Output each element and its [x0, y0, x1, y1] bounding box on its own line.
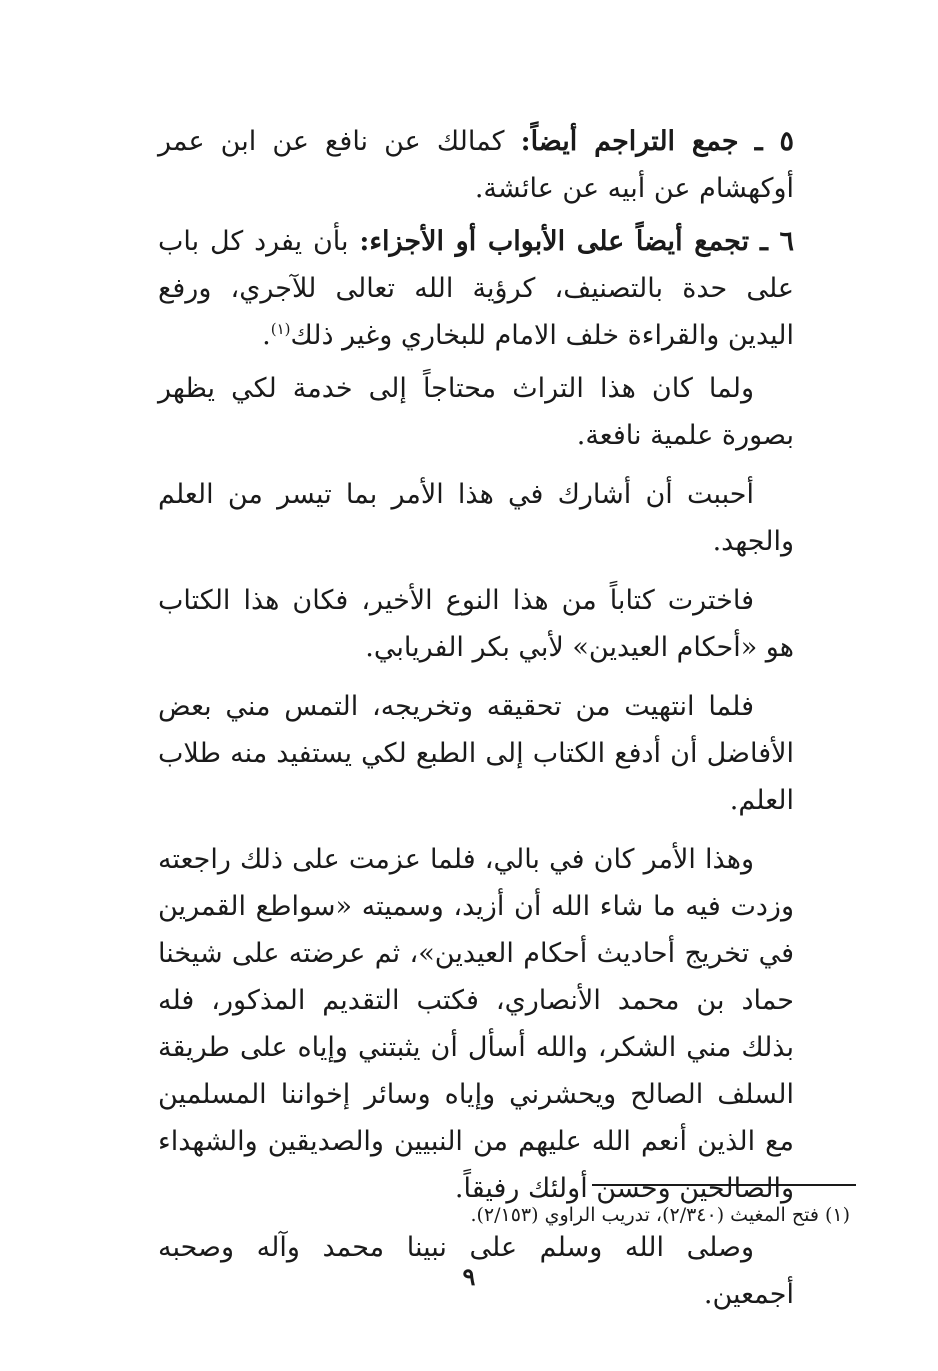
paragraph: فاخترت كتاباً من هذا النوع الأخير، فكان هذا الكتاب هو «أحكام العيدين» لأبي بكر الفريابي. — [158, 585, 794, 663]
paragraph: أحببت أن أشارك في هذا الأمر بما تيسر من العلم والجهد. — [158, 479, 794, 557]
list-item-5 — [158, 118, 794, 212]
paragraph: ولما كان هذا التراث محتاجاً إلى خدمة لكي يظهر بصورة علمية نافعة. — [158, 373, 794, 451]
item-text: بأن يفرد كل باب على حدة بالتصنيف، كرؤية الله تعالى للآجري، ورفع اليدين والقراءة خلف الامام للبخاري وغير ذلك — [158, 226, 794, 351]
paragraph: وصلى الله وسلم على نبينا محمد وآله وصحبه أجمعين. — [158, 1232, 794, 1310]
paragraph: وهذا الأمر كان في بالي، فلما عزمت على ذلك راجعته وزدت فيه ما شاء الله أن أزيد، وسميته «سواطع القمرين في تخريج أحاديث أحكام العيدين»، ثم عرضته على شيخنا حماد بن محمد الأنصاري، فكتب التقديم المذكور، فله بذلك مني الشكر، والله أسأل أن يثبتني وإياه على طريقة السلف الصالح ويحشرني وإياه وسائر إخواننا المسلمين مع الذين أنعم الله عليهم من النبيين والصديقين والشهداء والصالحين وحسن أولئك رفيقاً. — [158, 844, 794, 1204]
list-item-6 — [158, 218, 794, 359]
footnote-divider — [592, 1184, 856, 1186]
item-text-end: . — [262, 320, 271, 351]
item-number: ٥ ـ — [754, 126, 794, 157]
item-number: ٦ ـ — [759, 226, 794, 257]
item-heading: جمع التراجم أيضاً: — [520, 126, 739, 157]
page-body — [158, 118, 794, 1318]
item-heading: تجمع أيضاً على الأبواب أو الأجزاء: — [359, 226, 750, 257]
item-text: كمالك عن نافع عن ابن عمر أوكهشام عن أبيه عن عائشة. — [158, 126, 794, 204]
footnote: (١) فتح المغيث (٢/٣٤٠)، تدريب الراوي (٢/١٥٣). — [470, 1204, 850, 1226]
footnote-reference: (١) — [270, 320, 291, 338]
paragraph: فلما انتهيت من تحقيقه وتخريجه، التمس مني بعض الأفاضل أن أدفع الكتاب إلى الطبع لكي يستفيد منه طلاب العلم. — [158, 691, 794, 816]
page-number: ٩ — [462, 1262, 476, 1291]
